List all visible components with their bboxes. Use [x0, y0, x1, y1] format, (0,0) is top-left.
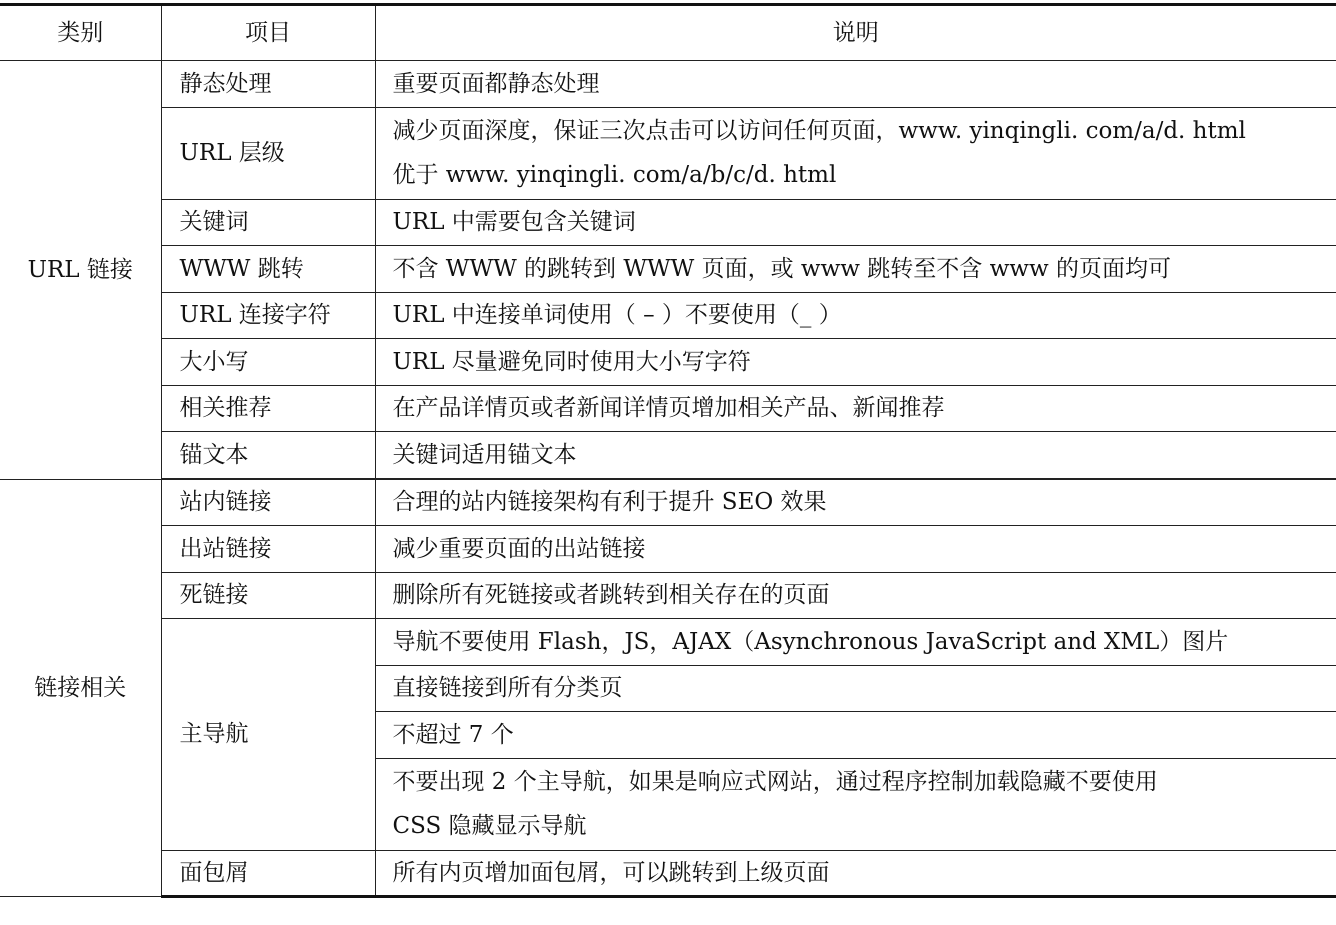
table-row	[0, 339, 1336, 386]
description-cell: URL 中需要包含关键词	[375, 199, 1336, 246]
description-cell: 所有内页增加面包屑，可以跳转到上级页面	[375, 850, 1336, 897]
table-row	[0, 292, 1336, 339]
description-cell: 删除所有死链接或者跳转到相关存在的页面	[375, 572, 1336, 619]
seo-link-table	[0, 3, 1336, 898]
description-cell	[375, 758, 1336, 850]
table-row	[0, 432, 1336, 479]
table-row	[0, 107, 1336, 199]
header-item: 项目	[161, 5, 375, 61]
item-cell: 锚文本	[161, 432, 375, 479]
table-row	[0, 619, 1336, 666]
item-cell: 相关推荐	[161, 385, 375, 432]
description-cell: 不含 WWW 的跳转到 WWW 页面，或 www 跳转至不含 www 的页面均可	[375, 246, 1336, 293]
description-cell: 关键词适用锚文本	[375, 432, 1336, 479]
header-category: 类别	[0, 5, 161, 61]
item-cell: 大小写	[161, 339, 375, 386]
table-row	[0, 479, 1336, 526]
description-cell: 合理的站内链接架构有利于提升 SEO 效果	[375, 479, 1336, 526]
description-cell: 重要页面都静态处理	[375, 61, 1336, 108]
header-description: 说明	[375, 5, 1336, 61]
item-cell: 站内链接	[161, 479, 375, 526]
item-cell: 主导航	[161, 619, 375, 851]
table-row	[0, 526, 1336, 573]
table-row	[0, 572, 1336, 619]
table-row	[0, 61, 1336, 108]
description-cell: 直接链接到所有分类页	[375, 665, 1336, 712]
description-line: CSS 隐藏显示导航	[392, 813, 587, 839]
item-cell: 静态处理	[161, 61, 375, 108]
item-cell: 面包屑	[161, 850, 375, 897]
description-cell: URL 中连接单词使用（ – ）不要使用（_ ）	[375, 292, 1336, 339]
category-cell: URL 链接	[0, 61, 161, 480]
table-row	[0, 385, 1336, 432]
description-cell: 导航不要使用 Flash，JS，AJAX（Asynchronous JavaScript and XML）图片	[375, 619, 1336, 666]
header-row	[0, 5, 1336, 61]
item-cell: 关键词	[161, 199, 375, 246]
item-cell: WWW 跳转	[161, 246, 375, 293]
description-cell: URL 尽量避免同时使用大小写字符	[375, 339, 1336, 386]
description-cell: 减少重要页面的出站链接	[375, 526, 1336, 573]
description-cell: 在产品详情页或者新闻详情页增加相关产品、新闻推荐	[375, 385, 1336, 432]
item-cell: URL 连接字符	[161, 292, 375, 339]
table-row	[0, 246, 1336, 293]
table-row	[0, 199, 1336, 246]
item-cell: URL 层级	[161, 107, 375, 199]
item-cell: 死链接	[161, 572, 375, 619]
category-cell: 链接相关	[0, 479, 161, 897]
description-cell	[375, 107, 1336, 199]
description-line: 减少页面深度，保证三次点击可以访问任何页面，www. yinqingli. com/a/d. html	[392, 118, 1246, 144]
description-line: 不要出现 2 个主导航，如果是响应式网站，通过程序控制加载隐藏不要使用	[392, 769, 1158, 795]
item-cell: 出站链接	[161, 526, 375, 573]
description-line: 优于 www. yinqingli. com/a/b/c/d. html	[392, 162, 837, 188]
description-cell: 不超过 7 个	[375, 712, 1336, 759]
table-row	[0, 850, 1336, 897]
